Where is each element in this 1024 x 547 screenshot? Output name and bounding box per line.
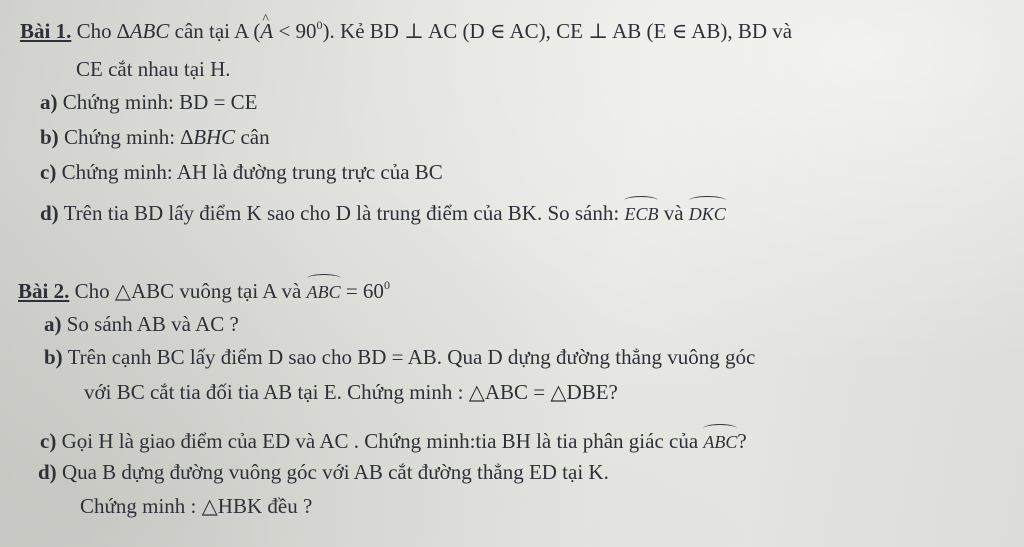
bai1-text-c: < 90 bbox=[273, 19, 317, 43]
bai2-a-text: So sánh AB và AC ? bbox=[66, 312, 239, 336]
bai1-c-text: Chứng minh: AH là đường trung trực của BC bbox=[61, 160, 443, 184]
bai1-text-d: ). Kẻ BD ⊥ AC (D ∈ AC), CE ⊥ AB (E ∈ AB), BD và bbox=[322, 19, 793, 43]
bai2-part-d bbox=[38, 460, 609, 484]
bai2-d-text1: Qua B dựng đường vuông góc với AB cắt đường thẳng ED tại K. bbox=[61, 460, 609, 484]
bai2-c-label: c) bbox=[40, 429, 57, 453]
bai1-part-d bbox=[40, 196, 726, 226]
bai2-c-angle-abc: ABC bbox=[703, 424, 737, 454]
bai1-a-label: a) bbox=[40, 90, 58, 114]
bai1-line1 bbox=[20, 13, 792, 43]
bai1-text-b: cân tại A ( bbox=[169, 19, 261, 43]
bai2-text-a: Cho △ABC vuông tại A và bbox=[69, 279, 307, 303]
bai2-title: Bài 2. bbox=[18, 279, 70, 303]
bai1-d-label: d) bbox=[40, 201, 59, 225]
bai2-angle-abc: ABC bbox=[307, 274, 341, 304]
bai1-d-text: Trên tia BD lấy điểm K sao cho D là trung điểm của BK. So sánh: bbox=[63, 201, 625, 225]
bai1-triangle: ∆ABC bbox=[116, 19, 170, 43]
bai2-b-text1: Trên cạnh BC lấy điểm D sao cho BD = AB. Qua D dựng đường thẳng vuông góc bbox=[67, 345, 756, 369]
bai2-c-text: Gọi H là giao điểm của ED và AC . Chứng minh:tia BH là tia phân giác của bbox=[61, 429, 704, 453]
bai2-d-line2: Chứng minh : △HBK đều ? bbox=[80, 494, 313, 518]
bai1-part-b bbox=[40, 125, 270, 149]
bai1-b-triangle: ∆BHC bbox=[180, 125, 236, 149]
bai1-part-c bbox=[40, 160, 443, 184]
bai1-text-a: Cho bbox=[76, 19, 117, 43]
bai1-b-text-a: Chứng minh: bbox=[63, 125, 181, 149]
bai2-d-label: d) bbox=[38, 460, 57, 484]
bai1-b-label: b) bbox=[40, 125, 59, 149]
bai1-d-va: và bbox=[658, 201, 689, 225]
bai1-a-text: Chứng minh: BD = CE bbox=[62, 90, 258, 114]
bai1-angle-ecb: ECB bbox=[624, 196, 658, 226]
bai1-part-a bbox=[40, 90, 258, 114]
bai1-line2: CE cắt nhau tại H. bbox=[76, 57, 231, 81]
bai1-angle-dkc: DKC bbox=[689, 196, 726, 226]
bai2-part-c bbox=[40, 424, 747, 454]
bai1-b-text-b: cân bbox=[235, 125, 270, 149]
bai2-part-b bbox=[44, 345, 755, 369]
bai2-b-label: b) bbox=[44, 345, 63, 369]
bai2-line1 bbox=[18, 273, 390, 304]
bai2-b-line2: với BC cắt tia đối tia AB tại E. Chứng minh : △ABC = △DBE? bbox=[84, 380, 618, 404]
bai1-c-label: c) bbox=[40, 160, 57, 184]
bai1-degree: 0 bbox=[316, 18, 323, 32]
bai1-angle-a: ^ A bbox=[260, 19, 273, 43]
bai2-degree: 0 bbox=[383, 278, 390, 292]
bai2-part-a bbox=[44, 312, 239, 336]
bai2-text-b: = 60 bbox=[340, 279, 384, 303]
bai1-title: Bài 1. bbox=[20, 19, 72, 43]
bai2-c-question: ? bbox=[737, 429, 747, 453]
bai2-a-label: a) bbox=[44, 312, 62, 336]
